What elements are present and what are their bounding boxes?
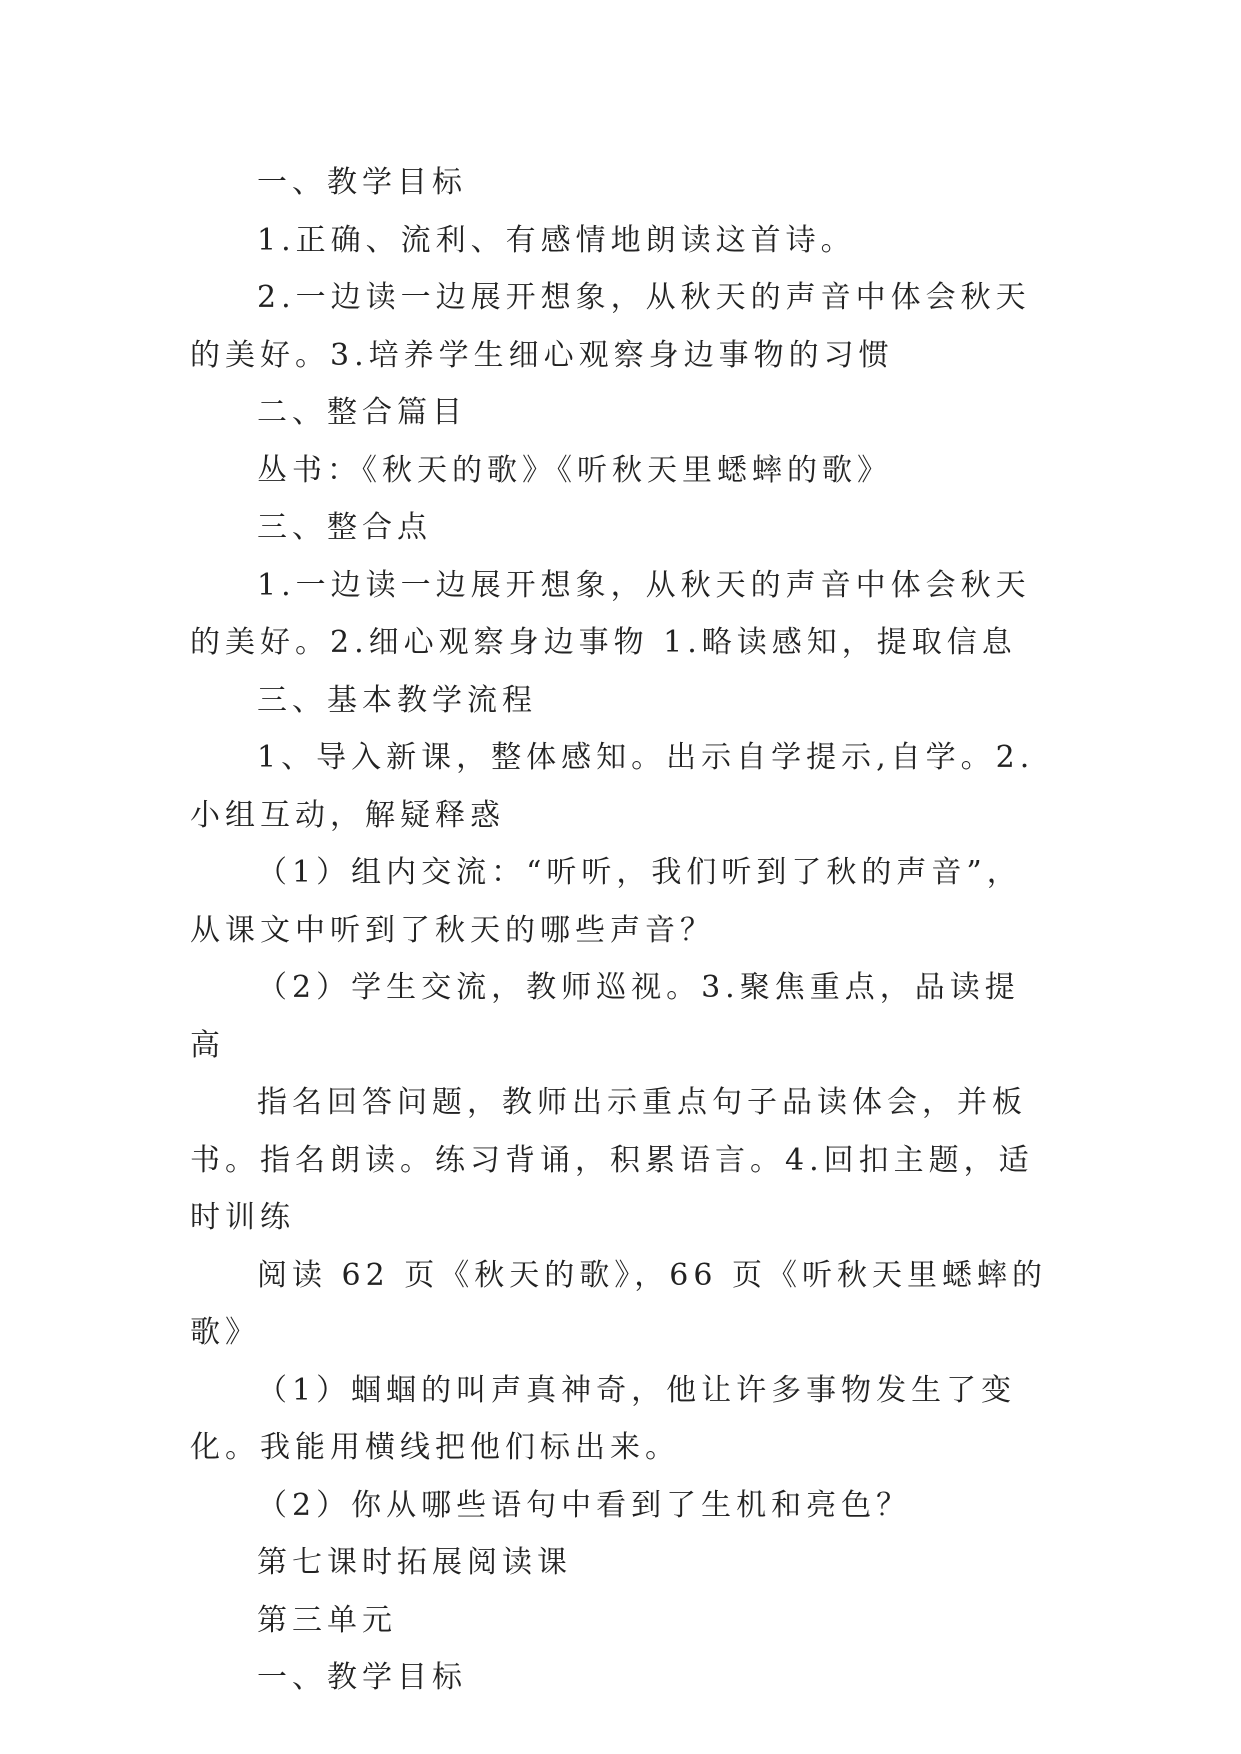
heading-lesson-seven: 第七课时拓展阅读课 xyxy=(257,1545,572,1580)
paragraph-reading-question-1: （1）蝈蝈的叫声真神奇，他让许多事物发生了变化。我能用横线把他们标出来。 xyxy=(190,1372,1017,1465)
heading-teaching-goals: 一、教学目标 xyxy=(257,165,467,200)
paragraph-series-books: 丛书：《秋天的歌》《听秋天里蟋蟀的歌》 xyxy=(257,452,892,488)
paragraph-goal-1: 1.正确、流利、有感情地朗读这首诗。 xyxy=(257,222,856,258)
heading-teaching-goals-2: 一、教学目标 xyxy=(257,1660,467,1695)
document-body xyxy=(190,154,1050,1707)
paragraph-reading-question-2: （2）你从哪些语句中看到了生机和亮色？ xyxy=(257,1487,912,1523)
paragraph-goal-2-3: 2.一边读一边展开想象，从秋天的声音中体会秋天的美好。3.培养学生细心观察身边事物的习惯 xyxy=(190,280,1031,373)
paragraph-sub-step-2: （2）学生交流，教师巡视。3.聚焦重点，品读提高 xyxy=(190,970,1020,1063)
heading-integration-points: 三、整合点 xyxy=(257,510,432,545)
heading-unit-three: 第三单元 xyxy=(257,1602,397,1638)
heading-teaching-process: 三、基本教学流程 xyxy=(257,682,537,718)
heading-integrated-texts: 二、整合篇目 xyxy=(257,395,467,430)
paragraph-process-step-1-2: 1、导入新课，整体感知。出示自学提示,自学。2.小组互动，解疑释惑 xyxy=(190,740,1035,833)
paragraph-reading-pages: 阅读 62 页《秋天的歌》，66 页《听秋天里蟋蟀的歌》 xyxy=(190,1257,1047,1350)
paragraph-answer-questions: 指名回答问题，教师出示重点句子品读体会，并板书。指名朗读。练习背诵，积累语言。4.回扣主题，适时训练 xyxy=(190,1085,1034,1235)
paragraph-integration-points: 1.一边读一边展开想象，从秋天的声音中体会秋天的美好。2.细心观察身边事物 1.略读感知，提取信息 xyxy=(190,567,1031,660)
paragraph-sub-step-1: （1）组内交流：“听听，我们听到了秋的声音”，从课文中听到了秋天的哪些声音？ xyxy=(190,855,1022,948)
